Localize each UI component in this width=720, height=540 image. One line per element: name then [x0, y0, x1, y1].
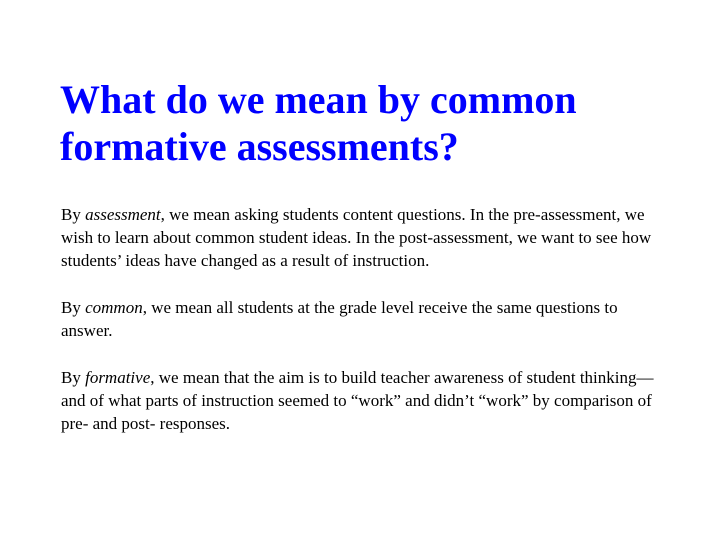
term-common: common: [85, 298, 143, 317]
term-assessment: assessment: [85, 205, 161, 224]
term-formative: formative: [85, 368, 151, 387]
paragraph-text: , we mean that the aim is to build teacher awareness of student thinking—and of what parts of instruction seemed to “work” and didn’t “work” by comparison of pre- and post- responses.: [61, 368, 654, 433]
paragraph-formative: [61, 366, 661, 435]
paragraph-text: , we mean all students at the grade level receive the same questions to answer.: [61, 298, 618, 340]
paragraph-assessment: [61, 203, 661, 272]
slide-title: What do we mean by common formative assessments?: [60, 77, 577, 169]
slide-body: [61, 203, 661, 459]
paragraph-lead: By: [61, 368, 86, 387]
paragraph-lead: By: [61, 298, 86, 317]
paragraph-text: , we mean asking students content questions. In the pre-assessment, we wish to learn about common student ideas. In the post-assessment, we want to see how students’ ideas have changed as a result of instruction.: [61, 205, 652, 270]
paragraph-common: [61, 296, 661, 342]
paragraph-lead: By: [61, 205, 86, 224]
